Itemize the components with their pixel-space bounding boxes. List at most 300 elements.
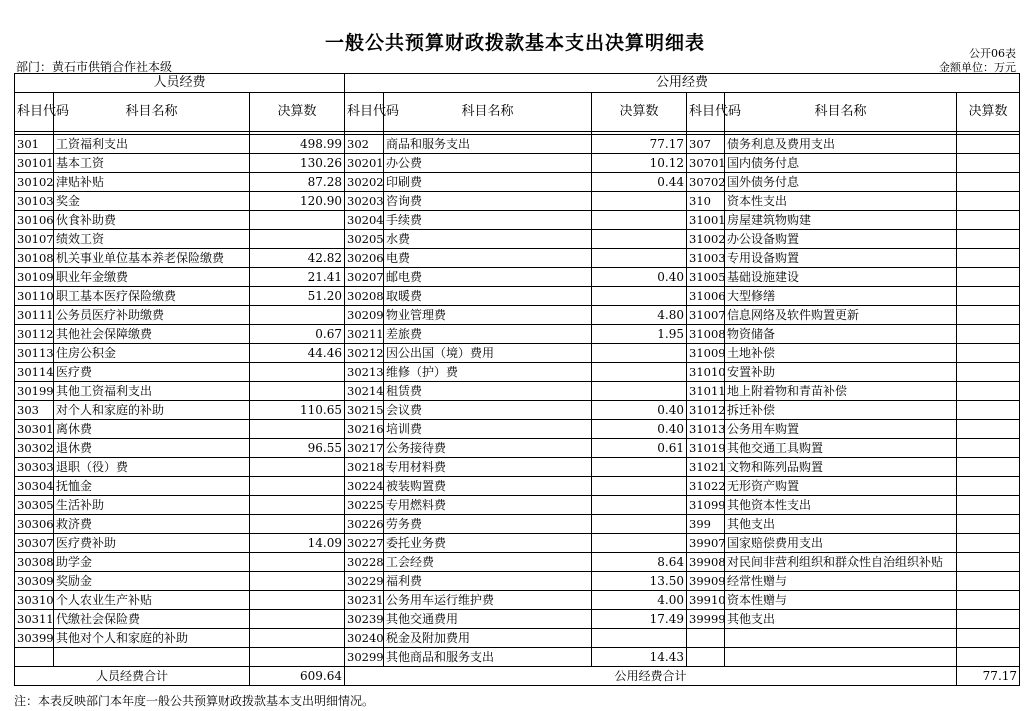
subject-name: 基础设施建设 — [725, 268, 957, 287]
amount-value — [592, 477, 687, 496]
table-row — [15, 572, 1020, 591]
subject-code: 31019 — [687, 439, 725, 458]
subject-code: 31002 — [687, 230, 725, 249]
subject-name: 土地补偿 — [725, 344, 957, 363]
amount-value — [250, 515, 345, 534]
amount-value — [250, 648, 345, 667]
table-row — [15, 344, 1020, 363]
subject-code: 307 — [687, 135, 725, 154]
subject-code: 31005 — [687, 268, 725, 287]
amount-value: 42.82 — [250, 249, 345, 268]
subject-code: 30299 — [345, 648, 384, 667]
table-row — [15, 591, 1020, 610]
table-row — [15, 287, 1020, 306]
amount-value — [957, 610, 1020, 629]
table-row — [15, 553, 1020, 572]
subject-code: 30229 — [345, 572, 384, 591]
subject-name: 物资储备 — [725, 325, 957, 344]
subject-code: 30303 — [15, 458, 54, 477]
amount-value — [957, 401, 1020, 420]
amount-value — [957, 154, 1020, 173]
subject-code: 31010 — [687, 363, 725, 382]
table-row — [15, 154, 1020, 173]
table-row — [15, 268, 1020, 287]
subject-code: 30217 — [345, 439, 384, 458]
totals-row — [15, 667, 1020, 686]
subject-code: 30215 — [345, 401, 384, 420]
table-row — [15, 135, 1020, 154]
subject-code: 31022 — [687, 477, 725, 496]
amount-value — [957, 192, 1020, 211]
subject-code: 30202 — [345, 173, 384, 192]
amount-value — [957, 477, 1020, 496]
public-total-value: 77.17 — [957, 667, 1020, 686]
table-row — [15, 477, 1020, 496]
subject-code: 30110 — [15, 287, 54, 306]
subject-code — [15, 648, 54, 667]
amount-value — [250, 363, 345, 382]
subject-name: 因公出国（境）费用 — [384, 344, 592, 363]
subject-name: 文物和陈列品购置 — [725, 458, 957, 477]
subject-name: 国内债务付息 — [725, 154, 957, 173]
personnel-group-header: 人员经费 — [15, 74, 345, 93]
subject-name: 公务用车购置 — [725, 420, 957, 439]
subject-code: 30309 — [15, 572, 54, 591]
department-label: 部门：黄石市供销合作社本级 — [16, 60, 173, 74]
subject-code: 30701 — [687, 154, 725, 173]
subject-code: 30113 — [15, 344, 54, 363]
amount-value: 110.65 — [250, 401, 345, 420]
subject-code: 30201 — [345, 154, 384, 173]
amount-value: 77.17 — [592, 135, 687, 154]
subject-code: 30102 — [15, 173, 54, 192]
subject-code: 30240 — [345, 629, 384, 648]
amount-value — [957, 648, 1020, 667]
amount-value — [250, 572, 345, 591]
amount-value: 498.99 — [250, 135, 345, 154]
subject-name: 债务利息及费用支出 — [725, 135, 957, 154]
subject-name: 助学金 — [54, 553, 250, 572]
subject-name: 抚恤金 — [54, 477, 250, 496]
subject-name: 咨询费 — [384, 192, 592, 211]
table-row — [15, 211, 1020, 230]
table-row — [15, 629, 1020, 648]
subject-name: 离休费 — [54, 420, 250, 439]
subject-code: 31006 — [687, 287, 725, 306]
subject-code: 30199 — [15, 382, 54, 401]
subject-name: 其他商品和服务支出 — [384, 648, 592, 667]
amount-value — [592, 496, 687, 515]
subject-code: 30228 — [345, 553, 384, 572]
subject-code: 30225 — [345, 496, 384, 515]
amount-value: 96.55 — [250, 439, 345, 458]
subject-code: 302 — [345, 135, 384, 154]
subject-code: 30109 — [15, 268, 54, 287]
subject-name: 生活补助 — [54, 496, 250, 515]
subject-code: 30108 — [15, 249, 54, 268]
subject-name: 其他资本性支出 — [725, 496, 957, 515]
amount-value: 120.90 — [250, 192, 345, 211]
personnel-total-label: 人员经费合计 — [15, 667, 250, 686]
amount-value — [592, 458, 687, 477]
subject-name: 资本性赠与 — [725, 591, 957, 610]
amount-value — [250, 420, 345, 439]
subject-name: 手续费 — [384, 211, 592, 230]
subject-code: 30101 — [15, 154, 54, 173]
subject-code: 30209 — [345, 306, 384, 325]
subject-name: 信息网络及软件购置更新 — [725, 306, 957, 325]
subject-code: 30227 — [345, 534, 384, 553]
table-row — [15, 382, 1020, 401]
subject-name: 专用设备购置 — [725, 249, 957, 268]
amount-value: 8.64 — [592, 553, 687, 572]
subject-name: 大型修缮 — [725, 287, 957, 306]
subject-name: 工资福利支出 — [54, 135, 250, 154]
amount-value — [957, 287, 1020, 306]
amount-value — [592, 344, 687, 363]
public-total-label: 公用经费合计 — [345, 667, 957, 686]
subject-name: 物业管理费 — [384, 306, 592, 325]
subject-code: 30311 — [15, 610, 54, 629]
amount-value — [592, 249, 687, 268]
subject-code: 30206 — [345, 249, 384, 268]
subject-code: 30205 — [345, 230, 384, 249]
subject-code: 30211 — [345, 325, 384, 344]
name-header: 科目名称 — [725, 93, 957, 132]
subject-name: 公务用车运行维护费 — [384, 591, 592, 610]
public-group-header: 公用经费 — [345, 74, 1020, 93]
subject-code: 30214 — [345, 382, 384, 401]
amount-value — [592, 211, 687, 230]
subject-code: 39908 — [687, 553, 725, 572]
subject-name: 个人农业生产补贴 — [54, 591, 250, 610]
amount-value — [592, 363, 687, 382]
subject-code: 30114 — [15, 363, 54, 382]
subject-name: 办公费 — [384, 154, 592, 173]
amount-value — [592, 287, 687, 306]
amount-value: 17.49 — [592, 610, 687, 629]
expenditure-table — [14, 73, 1020, 686]
table-row — [15, 363, 1020, 382]
subject-code: 30103 — [15, 192, 54, 211]
amount-value — [957, 382, 1020, 401]
subject-name: 专用材料费 — [384, 458, 592, 477]
table-row — [15, 173, 1020, 192]
subject-name: 劳务费 — [384, 515, 592, 534]
unit-label: 金额单位：万元 — [939, 61, 1016, 74]
subject-code: 30226 — [345, 515, 384, 534]
table-row — [15, 401, 1020, 420]
code-header: 科目代码 — [687, 93, 725, 132]
amount-value — [957, 515, 1020, 534]
subject-name: 公务接待费 — [384, 439, 592, 458]
amount-value — [250, 211, 345, 230]
subject-code: 30218 — [345, 458, 384, 477]
amount-value: 0.40 — [592, 268, 687, 287]
name-header: 科目名称 — [384, 93, 592, 132]
subject-code: 30112 — [15, 325, 54, 344]
amount-value — [250, 477, 345, 496]
subject-name: 税金及附加费用 — [384, 629, 592, 648]
amount-value — [592, 192, 687, 211]
subject-code: 30301 — [15, 420, 54, 439]
subject-name: 培训费 — [384, 420, 592, 439]
subject-name: 其他交通费用 — [384, 610, 592, 629]
subject-code: 39907 — [687, 534, 725, 553]
amount-value: 14.09 — [250, 534, 345, 553]
subject-name: 其他工资福利支出 — [54, 382, 250, 401]
subject-code: 30308 — [15, 553, 54, 572]
subject-name: 资本性支出 — [725, 192, 957, 211]
subject-code: 39910 — [687, 591, 725, 610]
subject-name: 福利费 — [384, 572, 592, 591]
name-header: 科目名称 — [54, 93, 250, 132]
amount-value — [592, 515, 687, 534]
subject-name: 国家赔偿费用支出 — [725, 534, 957, 553]
amount-value — [592, 230, 687, 249]
subject-name: 津贴补贴 — [54, 173, 250, 192]
amount-value — [957, 572, 1020, 591]
table-row — [15, 249, 1020, 268]
column-header-row — [15, 93, 1020, 132]
subject-name: 职工基本医疗保险缴费 — [54, 287, 250, 306]
subject-code: 30224 — [345, 477, 384, 496]
table-row — [15, 534, 1020, 553]
code-header: 科目代码 — [15, 93, 54, 132]
amount-value — [957, 230, 1020, 249]
amount-header: 决算数 — [592, 93, 687, 132]
amount-value: 0.40 — [592, 420, 687, 439]
subject-name: 邮电费 — [384, 268, 592, 287]
subject-code: 39909 — [687, 572, 725, 591]
subject-code: 399 — [687, 515, 725, 534]
amount-value: 1.95 — [592, 325, 687, 344]
personnel-total-value: 609.64 — [250, 667, 345, 686]
subject-code: 30399 — [15, 629, 54, 648]
subject-code: 30304 — [15, 477, 54, 496]
amount-value — [250, 230, 345, 249]
table-row — [15, 230, 1020, 249]
subject-name: 代缴社会保险费 — [54, 610, 250, 629]
amount-value: 44.46 — [250, 344, 345, 363]
amount-header: 决算数 — [250, 93, 345, 132]
subject-name: 办公设备购置 — [725, 230, 957, 249]
amount-value: 51.20 — [250, 287, 345, 306]
amount-value — [250, 591, 345, 610]
table-body — [15, 135, 1020, 667]
amount-value — [957, 249, 1020, 268]
amount-value — [250, 553, 345, 572]
table-row — [15, 192, 1020, 211]
group-header-row — [15, 74, 1020, 93]
subject-name: 奖励金 — [54, 572, 250, 591]
subject-code: 30702 — [687, 173, 725, 192]
amount-value: 0.44 — [592, 173, 687, 192]
subject-code: 30239 — [345, 610, 384, 629]
table-row — [15, 515, 1020, 534]
subject-name: 印刷费 — [384, 173, 592, 192]
subject-code: 30204 — [345, 211, 384, 230]
amount-value — [957, 439, 1020, 458]
subject-name: 其他支出 — [725, 610, 957, 629]
subject-name: 基本工资 — [54, 154, 250, 173]
subject-name: 维修（护）费 — [384, 363, 592, 382]
subject-code: 30216 — [345, 420, 384, 439]
subject-name: 对个人和家庭的补助 — [54, 401, 250, 420]
subject-name: 国外债务付息 — [725, 173, 957, 192]
amount-value: 13.50 — [592, 572, 687, 591]
amount-value — [592, 629, 687, 648]
amount-value — [957, 268, 1020, 287]
amount-value — [250, 629, 345, 648]
subject-code — [687, 648, 725, 667]
subject-code: 310 — [687, 192, 725, 211]
amount-value: 10.12 — [592, 154, 687, 173]
subject-name: 安置补助 — [725, 363, 957, 382]
subject-name: 对民间非营利组织和群众性自治组织补贴 — [725, 553, 957, 572]
amount-value — [957, 344, 1020, 363]
subject-name: 其他对个人和家庭的补助 — [54, 629, 250, 648]
subject-name: 住房公积金 — [54, 344, 250, 363]
subject-name: 医疗费补助 — [54, 534, 250, 553]
subject-name — [54, 648, 250, 667]
amount-value — [957, 591, 1020, 610]
subject-code: 31013 — [687, 420, 725, 439]
table-row — [15, 306, 1020, 325]
subject-name: 伙食补助费 — [54, 211, 250, 230]
subject-code: 30212 — [345, 344, 384, 363]
amount-value: 0.67 — [250, 325, 345, 344]
subject-code: 303 — [15, 401, 54, 420]
amount-value: 4.80 — [592, 306, 687, 325]
subject-name: 水费 — [384, 230, 592, 249]
subject-name: 公务员医疗补助缴费 — [54, 306, 250, 325]
subject-code — [687, 629, 725, 648]
subject-name: 被装购置费 — [384, 477, 592, 496]
amount-value — [250, 610, 345, 629]
subject-name: 差旅费 — [384, 325, 592, 344]
amount-value — [957, 458, 1020, 477]
subject-name: 职业年金缴费 — [54, 268, 250, 287]
subject-code: 30310 — [15, 591, 54, 610]
table-row — [15, 648, 1020, 667]
subject-name: 会议费 — [384, 401, 592, 420]
subject-code: 30306 — [15, 515, 54, 534]
subject-name — [725, 648, 957, 667]
amount-value — [957, 135, 1020, 154]
subject-code: 31012 — [687, 401, 725, 420]
subject-code: 31009 — [687, 344, 725, 363]
amount-value — [957, 420, 1020, 439]
subject-code: 31021 — [687, 458, 725, 477]
amount-header: 决算数 — [957, 93, 1020, 132]
subject-name: 退休费 — [54, 439, 250, 458]
amount-value: 87.28 — [250, 173, 345, 192]
amount-value — [250, 496, 345, 515]
subject-code: 31008 — [687, 325, 725, 344]
subject-code: 30208 — [345, 287, 384, 306]
amount-value — [250, 306, 345, 325]
subject-name: 退职（役）费 — [54, 458, 250, 477]
subject-name — [725, 629, 957, 648]
table-row — [15, 325, 1020, 344]
subject-code: 30111 — [15, 306, 54, 325]
footnote: 注：本表反映部门本年度一般公共预算财政拨款基本支出明细情况。 — [14, 694, 375, 708]
amount-value: 0.61 — [592, 439, 687, 458]
subject-name: 租赁费 — [384, 382, 592, 401]
subject-name: 救济费 — [54, 515, 250, 534]
table-row — [15, 439, 1020, 458]
subject-name: 绩效工资 — [54, 230, 250, 249]
subject-name: 其他交通工具购置 — [725, 439, 957, 458]
amount-value — [957, 534, 1020, 553]
subject-code: 30302 — [15, 439, 54, 458]
subject-name: 其他社会保障缴费 — [54, 325, 250, 344]
subject-name: 地上附着物和青苗补偿 — [725, 382, 957, 401]
subject-code: 39999 — [687, 610, 725, 629]
table-row — [15, 458, 1020, 477]
amount-value — [250, 382, 345, 401]
amount-value — [957, 306, 1020, 325]
subject-name: 经常性赠与 — [725, 572, 957, 591]
table-row — [15, 610, 1020, 629]
subject-code: 30207 — [345, 268, 384, 287]
amount-value — [592, 534, 687, 553]
amount-value — [957, 629, 1020, 648]
subject-name: 其他支出 — [725, 515, 957, 534]
amount-value — [592, 382, 687, 401]
amount-value — [957, 173, 1020, 192]
subject-name: 电费 — [384, 249, 592, 268]
subject-code: 30305 — [15, 496, 54, 515]
amount-value: 14.43 — [592, 648, 687, 667]
subject-code: 31007 — [687, 306, 725, 325]
amount-value: 21.41 — [250, 268, 345, 287]
subject-code: 31011 — [687, 382, 725, 401]
subject-code: 30203 — [345, 192, 384, 211]
subject-name: 取暖费 — [384, 287, 592, 306]
amount-value: 4.00 — [592, 591, 687, 610]
subject-code: 31099 — [687, 496, 725, 515]
subject-name: 工会经费 — [384, 553, 592, 572]
amount-value — [957, 496, 1020, 515]
subject-name: 拆迁补偿 — [725, 401, 957, 420]
subject-name: 委托业务费 — [384, 534, 592, 553]
subject-name: 奖金 — [54, 192, 250, 211]
subject-name: 专用燃料费 — [384, 496, 592, 515]
subject-name: 机关事业单位基本养老保险缴费 — [54, 249, 250, 268]
subject-name: 医疗费 — [54, 363, 250, 382]
amount-value — [957, 211, 1020, 230]
code-header: 科目代码 — [345, 93, 384, 132]
page-title: 一般公共预算财政拨款基本支出决算明细表 — [324, 32, 705, 54]
amount-value — [957, 363, 1020, 382]
amount-value: 130.26 — [250, 154, 345, 173]
subject-code: 30106 — [15, 211, 54, 230]
subject-code: 30213 — [345, 363, 384, 382]
subject-code: 31001 — [687, 211, 725, 230]
subject-code: 31003 — [687, 249, 725, 268]
subject-code: 30307 — [15, 534, 54, 553]
amount-value — [250, 458, 345, 477]
subject-name: 无形资产购置 — [725, 477, 957, 496]
amount-value — [957, 553, 1020, 572]
table-row — [15, 496, 1020, 515]
subject-code: 30231 — [345, 591, 384, 610]
amount-value: 0.40 — [592, 401, 687, 420]
form-number: 公开06表 — [969, 47, 1016, 60]
subject-name: 商品和服务支出 — [384, 135, 592, 154]
